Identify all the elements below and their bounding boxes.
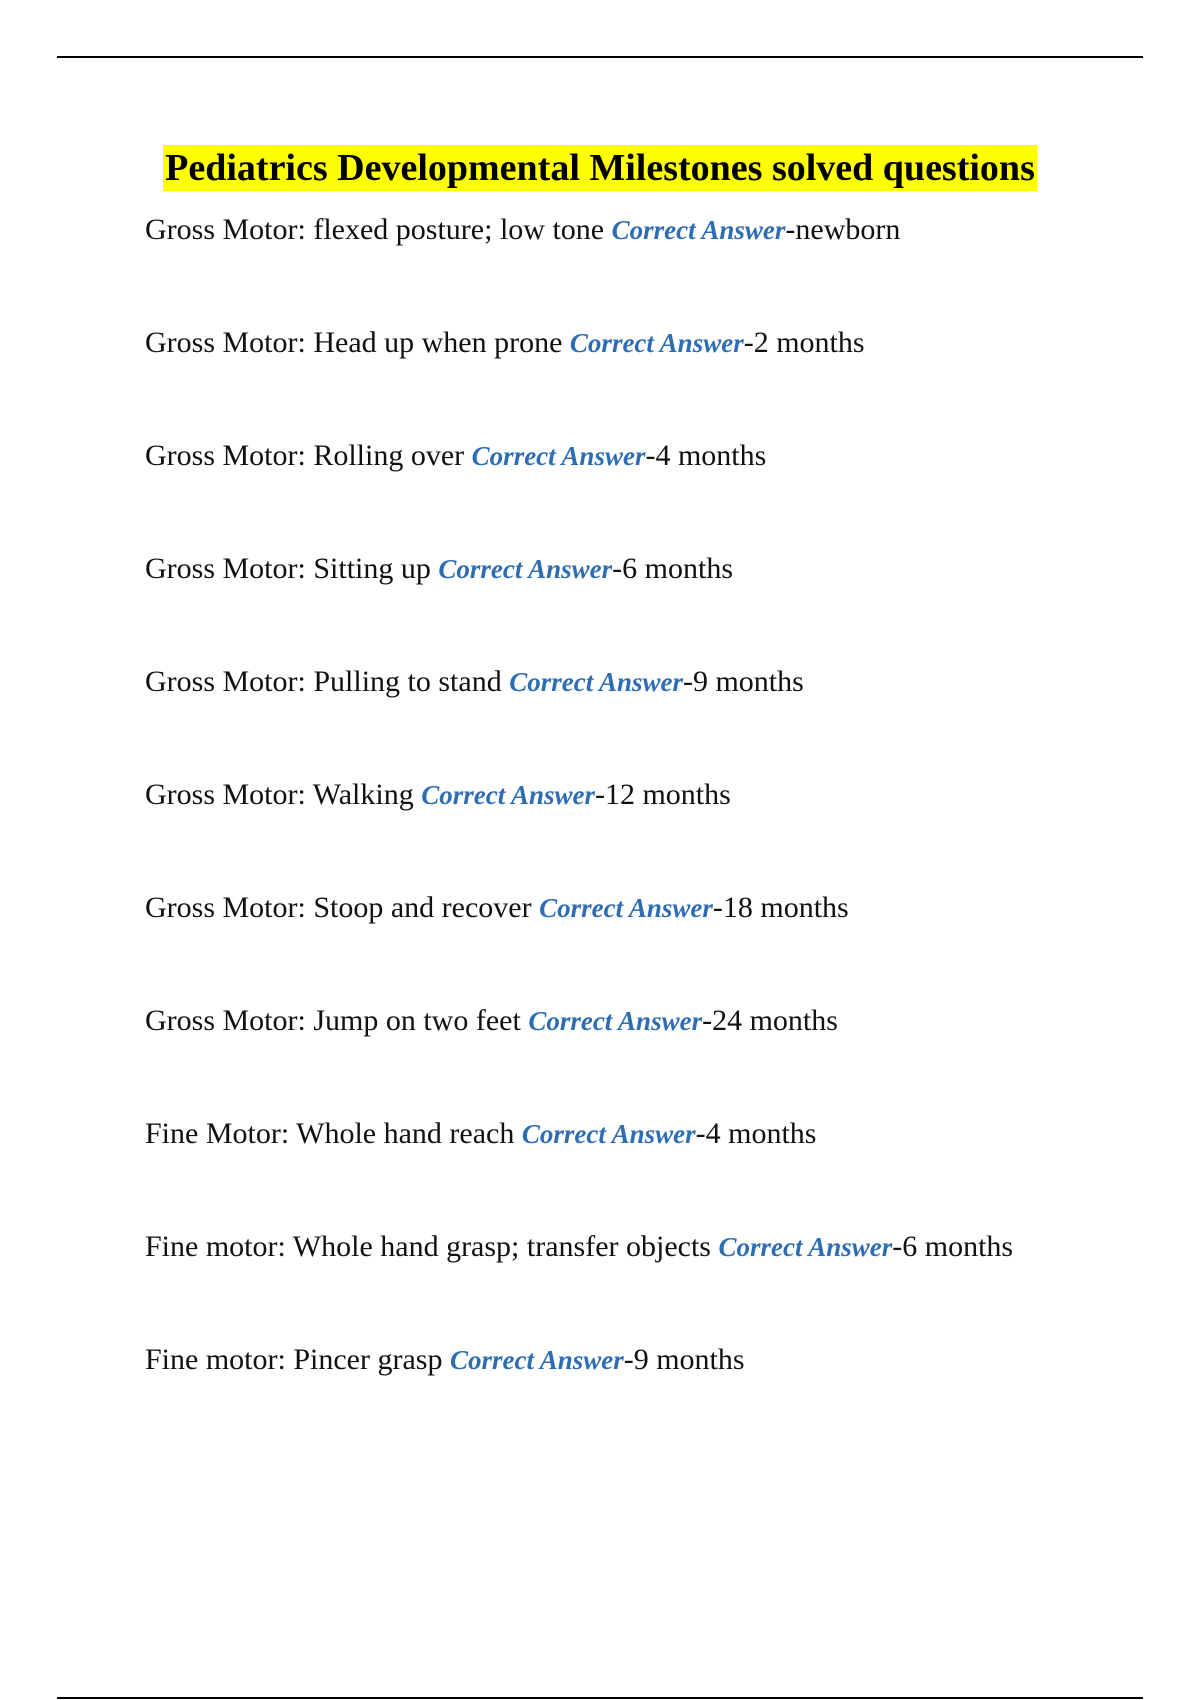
qa-item xyxy=(145,544,1145,657)
qa-item xyxy=(145,205,1145,318)
header-rule xyxy=(57,56,1143,58)
qa-answer: -6 months xyxy=(612,552,733,585)
qa-answer: -18 months xyxy=(712,891,849,924)
correct-answer-label: Correct Answer xyxy=(611,215,786,245)
correct-answer-label: Correct Answer xyxy=(539,893,713,923)
correct-answer-label: Correct Answer xyxy=(438,554,613,584)
qa-question: Gross Motor: Walking xyxy=(145,778,422,811)
qa-question: Gross Motor: Head up when prone xyxy=(145,326,570,359)
qa-answer: -newborn xyxy=(785,213,901,246)
qa-answer: -4 months xyxy=(695,1117,817,1150)
qa-question: Fine motor: Pincer grasp xyxy=(145,1343,450,1376)
qa-question: Gross Motor: Sitting up xyxy=(145,552,439,585)
correct-answer-label: Correct Answer xyxy=(569,328,744,358)
qa-item xyxy=(145,1109,1145,1222)
qa-item xyxy=(145,431,1145,544)
qa-question: Gross Motor: flexed posture; low tone xyxy=(145,213,612,246)
document-title: Pediatrics Developmental Milestones solved questions xyxy=(165,147,1035,189)
qa-item xyxy=(145,996,1145,1109)
qa-item xyxy=(145,1335,1145,1448)
qa-item xyxy=(145,318,1145,431)
qa-question: Gross Motor: Jump on two feet xyxy=(145,1004,529,1037)
correct-answer-label: Correct Answer xyxy=(521,1119,696,1149)
correct-answer-label: Correct Answer xyxy=(718,1232,893,1262)
title-container xyxy=(0,145,1200,191)
qa-item xyxy=(145,1222,1145,1335)
qa-question: Gross Motor: Stoop and recover xyxy=(145,891,540,924)
qa-answer: -2 months xyxy=(743,326,865,359)
footer-rule xyxy=(57,1697,1143,1699)
correct-answer-label: Correct Answer xyxy=(509,667,683,697)
qa-answer: -24 months xyxy=(702,1004,838,1037)
correct-answer-label: Correct Answer xyxy=(528,1006,703,1036)
correct-answer-label: Correct Answer xyxy=(471,441,646,471)
qa-item xyxy=(145,657,1145,770)
qa-item xyxy=(145,770,1145,883)
qa-question: Fine Motor: Whole hand reach xyxy=(145,1117,522,1150)
qa-question: Gross Motor: Pulling to stand xyxy=(145,665,510,698)
qa-question: Gross Motor: Rolling over xyxy=(145,439,472,472)
qa-question: Fine motor: Whole hand grasp; transfer objects xyxy=(145,1230,719,1263)
qa-answer: -9 months xyxy=(623,1343,745,1376)
qa-answer: -6 months xyxy=(892,1230,1014,1263)
qa-answer: -9 months xyxy=(682,665,804,698)
correct-answer-label: Correct Answer xyxy=(449,1345,624,1375)
qa-list xyxy=(145,205,1145,1448)
qa-answer: -12 months xyxy=(594,778,731,811)
qa-answer: -4 months xyxy=(645,439,767,472)
qa-item xyxy=(145,883,1145,996)
correct-answer-label: Correct Answer xyxy=(421,780,595,810)
